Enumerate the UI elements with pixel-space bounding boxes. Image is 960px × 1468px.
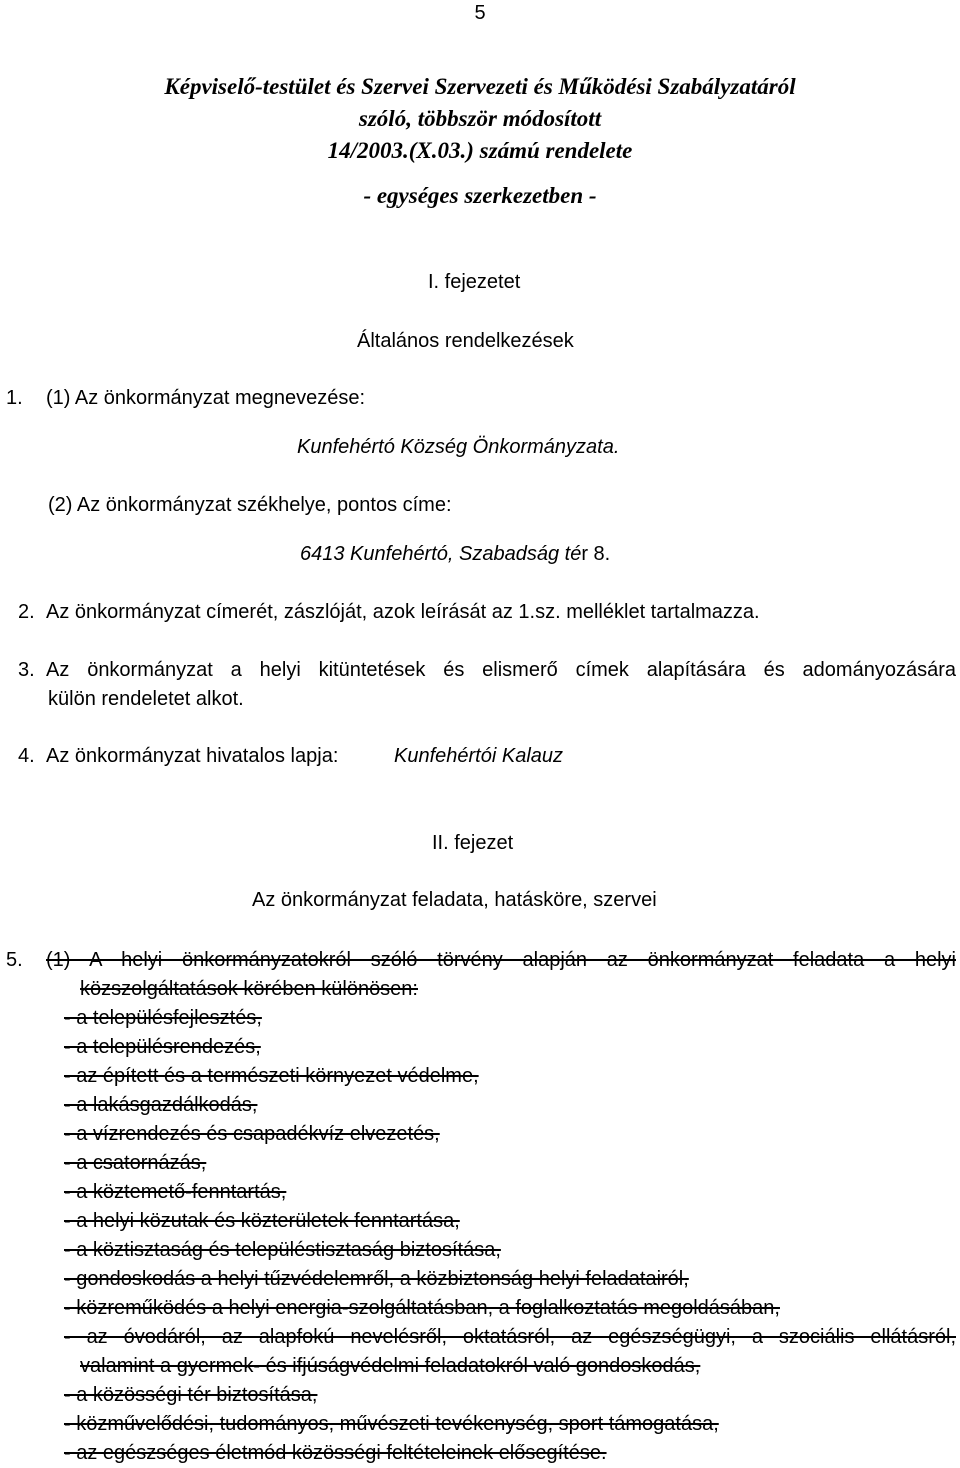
list-item: - a köztisztaság és településtisztaság biztosítása, [64, 1239, 501, 1261]
list-item: - közművelődési, tudományos, művészeti tevékenység, sport támogatása, [64, 1413, 719, 1435]
section-5-number: 5. [6, 949, 23, 971]
section-1-para-1-value: Kunfehértó Község Önkormányzata. [297, 436, 620, 458]
section-1-para-1-label: (1) Az önkormányzat megnevezése: [46, 387, 366, 409]
list-item: - közreműködés a helyi energia-szolgáltatásban, a foglalkoztatás megoldásában, [64, 1297, 780, 1319]
section-3-line-1: Az önkormányzat a helyi kitüntetések és elismerő címek alapítására és adományozására [46, 659, 956, 681]
title-line-4: - egységes szerkezetben - [363, 183, 597, 208]
page-number: 5 [474, 2, 486, 24]
section-4-label: Az önkormányzat hivatalos lapja: [46, 745, 339, 767]
title-line-1: Képviselő-testület és Szervei Szervezeti és Működési Szabályzatáról [164, 74, 796, 99]
list-item: - a közösségi tér biztosítása, [64, 1384, 318, 1406]
chapter-2-subheading: Az önkormányzat feladata, hatásköre, szervei [252, 889, 657, 911]
list-item: - a településrendezés, [64, 1036, 261, 1058]
section-4-number: 4. [18, 745, 35, 767]
section-2-text: Az önkormányzat címerét, zászlóját, azok leírását az 1.sz. melléklet tartalmazza. [46, 601, 760, 623]
list-item: - az egészséges életmód közösségi feltételeinek elősegítése. [64, 1442, 607, 1464]
address-rest: r 8. [581, 543, 611, 565]
section-1-para-2-label: (2) Az önkormányzat székhelye, pontos címe: [48, 494, 452, 516]
title-line-2: szóló, többször módosított [358, 106, 602, 131]
title-line-3: 14/2003.(X.03.) számú rendelete [327, 138, 633, 163]
list-item: - a településfejlesztés, [64, 1007, 262, 1029]
chapter-1-subheading: Általános rendelkezések [357, 330, 574, 352]
list-item: - a köztemető-fenntartás, [64, 1181, 287, 1203]
list-item: - gondoskodás a helyi tűzvédelemről, a közbiztonság helyi feladatairól, [64, 1268, 689, 1290]
list-item-continuation: valamint a gyermek- és ifjúságvédelmi feladatokról való gondoskodás, [80, 1355, 701, 1377]
section-3-number: 3. [18, 659, 35, 681]
list-item: - a csatornázás, [64, 1152, 207, 1174]
section-1-number: 1. [6, 387, 23, 409]
address-italic: 6413 Kunfehértó, Szabadság té [300, 543, 582, 565]
list-item: - az épített és a természeti környezet védelme, [64, 1065, 479, 1087]
section-5-line-1: (1) A helyi önkormányzatokról szóló törvény alapján az önkormányzat feladata a helyi [46, 949, 956, 971]
list-item: - a helyi közutak és közterületek fenntartása, [64, 1210, 460, 1232]
list-item: - a lakásgazdálkodás, [64, 1094, 258, 1116]
chapter-1-heading: I. fejezetet [428, 271, 521, 293]
chapter-2-heading: II. fejezet [432, 832, 514, 854]
section-5-line-2: közszolgáltatások körében különösen: [80, 978, 418, 1000]
section-2-number: 2. [18, 601, 35, 623]
list-item: - a vízrendezés és csapadékvíz elvezetés, [64, 1123, 440, 1145]
section-1-para-2-value [300, 543, 610, 566]
section-3-line-2: külön rendeletet alkot. [48, 688, 244, 710]
section-4-value: Kunfehértói Kalauz [394, 745, 564, 767]
list-item: - az óvodáról, az alapfokú nevelésről, oktatásról, az egészségügyi, a szociális ellátásról, [64, 1326, 956, 1348]
